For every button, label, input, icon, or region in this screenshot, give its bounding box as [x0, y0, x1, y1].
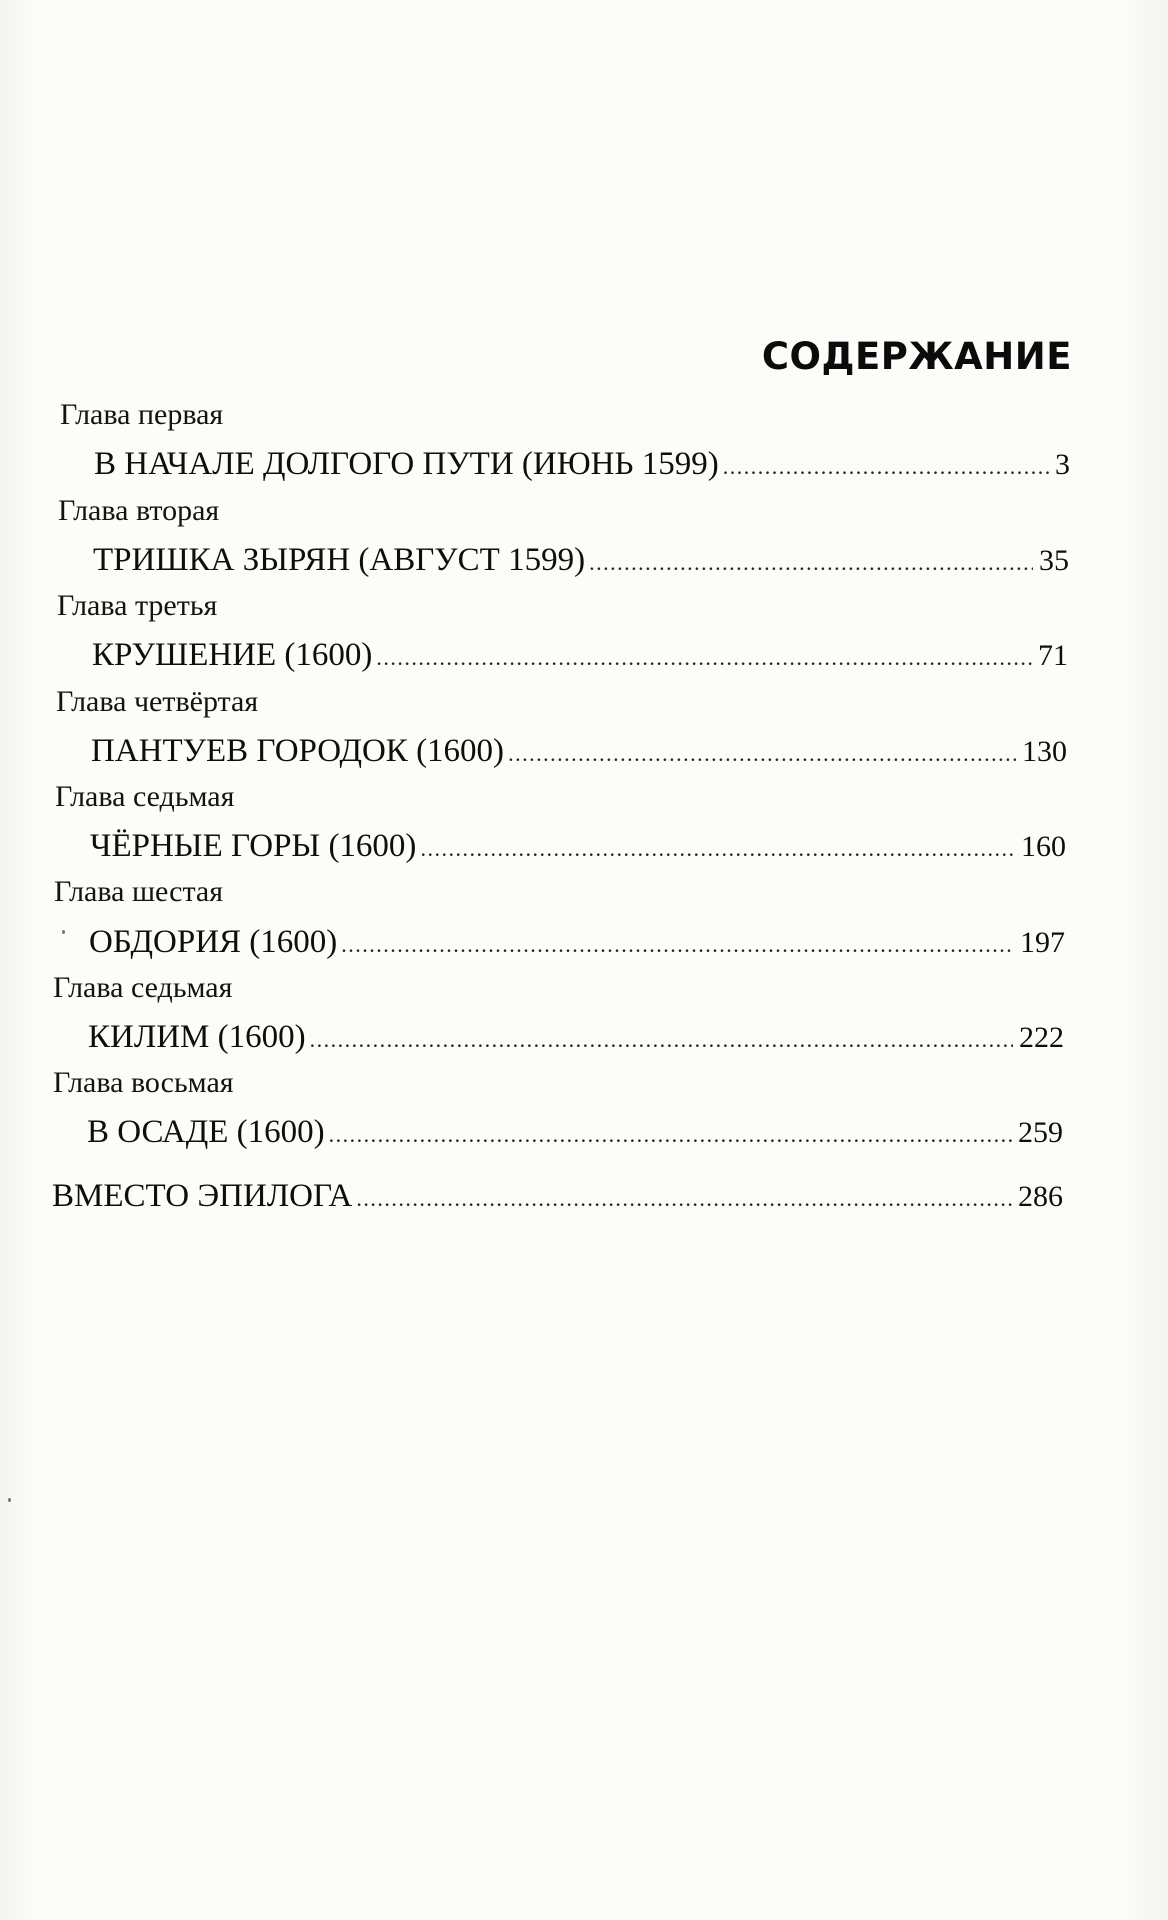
entry-page-number: 3: [1055, 448, 1070, 481]
entry-title: КИЛИМ (1600): [88, 1019, 306, 1055]
entry-page-number: 71: [1038, 639, 1068, 672]
chapter-label: Глава шестая: [54, 875, 224, 908]
entry-page-number: 286: [1018, 1180, 1063, 1213]
entry-page-number: 259: [1018, 1116, 1063, 1149]
entry-page-number: 222: [1019, 1021, 1064, 1054]
toc-entry[interactable]: [90, 830, 1066, 863]
chapter-label: Глава седьмая: [55, 780, 235, 813]
entry-title: ТРИШКА ЗЫРЯН (АВГУСТ 1599): [93, 542, 586, 578]
entry-title: В НАЧАЛЕ ДОЛГОГО ПУТИ (ИЮНЬ 1599): [94, 446, 719, 482]
dot-leader: [341, 934, 1014, 956]
dot-leader: [356, 1188, 1012, 1210]
chapter-label: Глава восьмая: [53, 1066, 234, 1099]
contents-heading: СОДЕРЖАНИЕ: [761, 335, 1072, 378]
toc-entry[interactable]: [89, 926, 1065, 959]
toc-entry[interactable]: [93, 544, 1069, 577]
chapter-label: Глава вторая: [58, 494, 220, 527]
toc-entry[interactable]: [91, 735, 1067, 768]
chapter-label: Глава четвёртая: [56, 685, 259, 718]
entry-page-number: 197: [1020, 926, 1065, 959]
dot-leader: [420, 838, 1015, 860]
dot-leader: [508, 743, 1016, 765]
entry-page-number: 160: [1021, 830, 1066, 863]
toc-entry[interactable]: [92, 639, 1068, 672]
chapter-label: Глава седьмая: [53, 971, 233, 1004]
dot-leader: [310, 1029, 1013, 1051]
toc-entry[interactable]: [88, 1021, 1064, 1054]
chapter-label: Глава третья: [57, 589, 218, 622]
entry-title: ВМЕСТО ЭПИЛОГА: [52, 1178, 353, 1214]
scan-speck: [8, 1498, 11, 1502]
dot-leader: [589, 552, 1033, 574]
entry-page-number: 130: [1022, 735, 1067, 768]
entry-title: В ОСАДЕ (1600): [87, 1114, 325, 1150]
dot-leader: [376, 647, 1032, 669]
scan-speck: [62, 930, 65, 934]
dot-leader: [723, 456, 1049, 478]
toc-entry[interactable]: [87, 1116, 1063, 1149]
entry-title: ПАНТУЕВ ГОРОДОК (1600): [91, 733, 505, 769]
entry-title: ОБДОРИЯ (1600): [89, 924, 338, 960]
chapter-label: Глава первая: [60, 398, 224, 431]
entry-title: ЧЁРНЫЕ ГОРЫ (1600): [90, 828, 417, 864]
toc-entry-epilogue[interactable]: [52, 1180, 1063, 1213]
entry-title: КРУШЕНИЕ (1600): [92, 637, 373, 673]
entry-page-number: 35: [1039, 544, 1069, 577]
dot-leader: [329, 1124, 1012, 1146]
toc-entry[interactable]: [94, 448, 1070, 481]
